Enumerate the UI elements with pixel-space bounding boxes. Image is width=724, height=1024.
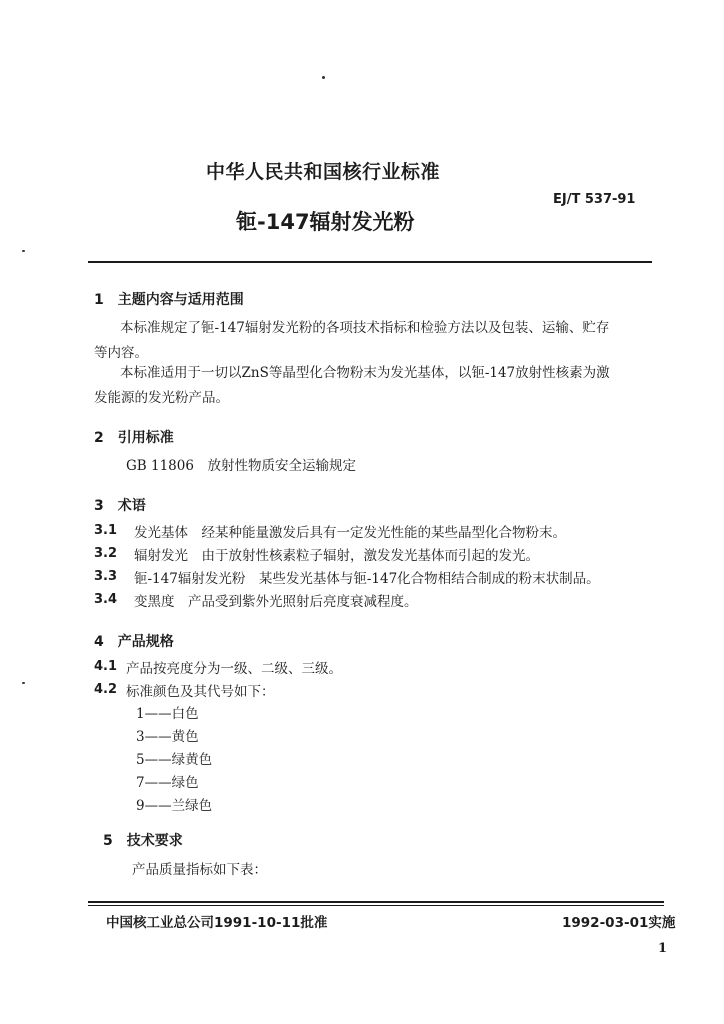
scan-speck [22,250,25,252]
standard-code: EJ/T 537-91 [553,192,636,207]
effective-date: 1992-03-01实施 [562,915,676,931]
section-5-text: 产品质量指标如下表： [132,862,267,878]
header-rule [88,261,652,263]
term-definition: 辐射发光 由于放射性核素粒子辐射，激发发光基体而引起的发光。 [134,548,539,564]
term-number: 3.3 [94,569,118,584]
term-definition: 发光基体 经某种能量激发后具有一定发光性能的某些晶型化合物粉末。 [134,525,566,541]
standard-category-title: 中华人民共和国核行业标准 [206,161,441,183]
footer-rule-bottom [88,905,664,906]
color-code-item: 3——黄色 [136,729,199,745]
color-code-item: 1——白色 [136,706,199,722]
page-number: 1 [658,941,668,956]
term-definition: 变黑度 产品受到紫外光照射后亮度衰减程度。 [134,594,418,610]
term-number: 3.2 [94,546,118,561]
color-code-item: 5——绿黄色 [136,752,213,768]
scan-speck [22,682,25,684]
document-title: 钷-147辐射发光粉 [236,210,415,234]
spec-item-text: 产品按亮度分为一级、二级、三级。 [126,661,342,677]
scan-speck [322,76,325,79]
section-2-heading: 2 引用标准 [94,430,174,446]
section-1-heading: 1 主题内容与适用范围 [94,292,244,308]
color-code-item: 9——兰绿色 [136,798,213,814]
section-1-paragraph-2-line-1: 本标准适用于一切以ZnS等晶型化合物粉末为发光基体，以钷-147放射性核素为激 [120,365,610,381]
section-5-heading: 5 技术要求 [103,833,183,849]
approval-date: 中国核工业总公司1991-10-11批准 [106,915,328,931]
section-1-paragraph-1-line-1: 本标准规定了钷-147辐射发光粉的各项技术指标和检验方法以及包装、运输、贮存 [120,320,610,336]
term-definition: 钷-147辐射发光粉 某些发光基体与钷-147化合物相结合制成的粉末状制品。 [134,571,600,587]
footer-rule-top [88,901,664,903]
section-3-heading: 3 术语 [94,498,146,514]
section-2-reference: GB 11806 放射性物质安全运输规定 [126,458,356,474]
spec-item-text: 标准颜色及其代号如下： [126,684,275,700]
section-4-heading: 4 产品规格 [94,634,174,650]
term-number: 3.4 [94,592,118,607]
term-number: 3.1 [94,523,118,538]
color-code-item: 7——绿色 [136,775,199,791]
section-1-paragraph-2-line-2: 发能源的发光粉产品。 [94,390,229,406]
spec-item-number: 4.1 [94,659,118,674]
section-1-paragraph-1-line-2: 等内容。 [94,345,148,361]
spec-item-number: 4.2 [94,682,118,697]
